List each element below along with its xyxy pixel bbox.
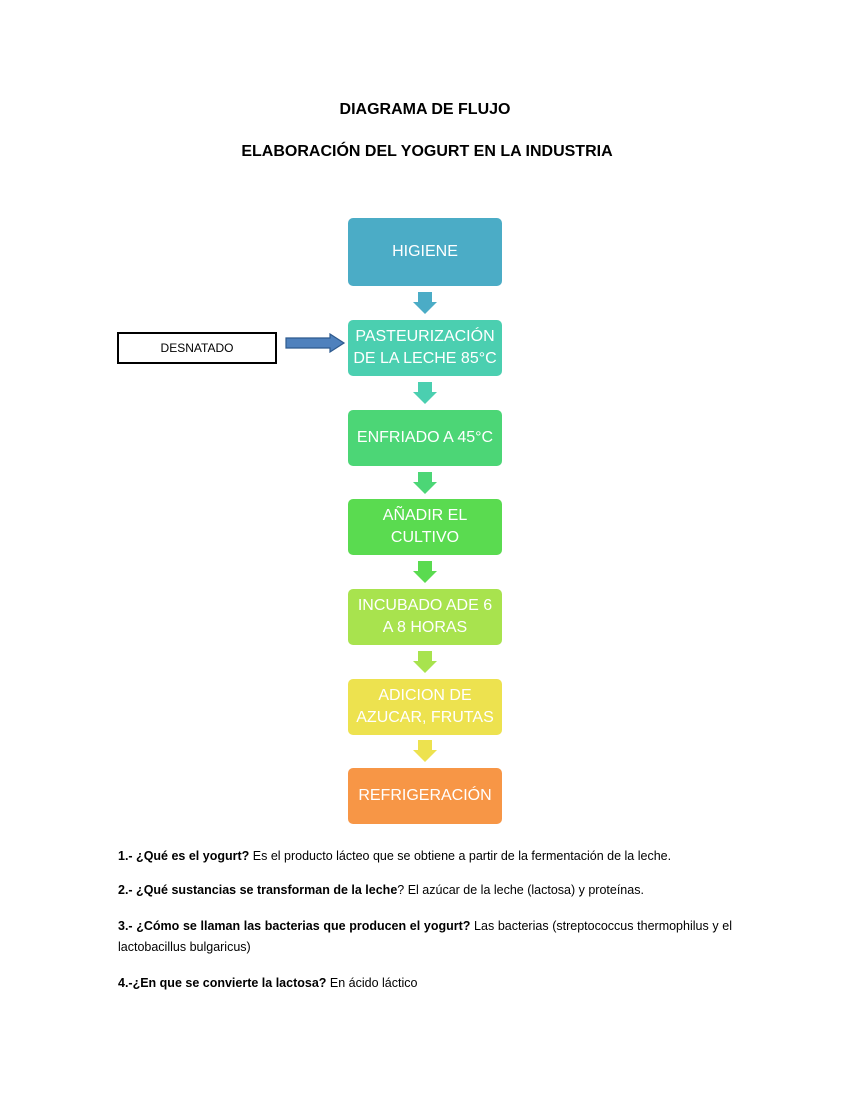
question-2: 2.- ¿Qué sustancias se transforman de la leche bbox=[118, 883, 398, 897]
step-refrigeracion: REFRIGERACIÓN bbox=[348, 768, 502, 824]
step-pasteurizacion: PASTEURIZACIÓN DE LA LECHE 85°C bbox=[348, 320, 502, 376]
arrow-down-icon bbox=[413, 651, 437, 673]
step-enfriado: ENFRIADO A 45°C bbox=[348, 410, 502, 466]
step-anadir-cultivo: AÑADIR EL CULTIVO bbox=[348, 499, 502, 555]
flow-arrow-2 bbox=[413, 382, 437, 404]
arrow-down-icon bbox=[413, 472, 437, 494]
arrow-down-icon bbox=[413, 561, 437, 583]
side-arrow-icon bbox=[284, 333, 346, 353]
qa-item-3 bbox=[118, 916, 732, 958]
step-incubado: INCUBADO ADE 6 A 8 HORAS bbox=[348, 589, 502, 645]
flow-arrow-5 bbox=[413, 651, 437, 673]
question-4: 4.-¿En que se convierte la lactosa? bbox=[118, 976, 327, 990]
qa-item-2 bbox=[118, 880, 732, 901]
qa-item-1 bbox=[118, 846, 732, 867]
answer-3: Las bacterias (streptococcus thermophilus y el lactobacillus bulgaricus) bbox=[118, 919, 732, 954]
question-1: 1.- ¿Qué es el yogurt? bbox=[118, 849, 250, 863]
answer-2: ? El azúcar de la leche (lactosa) y proteínas. bbox=[397, 883, 644, 897]
page-subtitle: ELABORACIÓN DEL YOGURT EN LA INDUSTRIA bbox=[241, 143, 613, 160]
flow-arrow-6 bbox=[413, 740, 437, 762]
qa-item-4 bbox=[118, 973, 732, 994]
answer-4: En ácido láctico bbox=[326, 976, 418, 990]
question-3: 3.- ¿Cómo se llaman las bacterias que producen el yogurt? bbox=[118, 919, 471, 933]
flow-arrow-1 bbox=[413, 292, 437, 314]
arrow-down-icon bbox=[413, 382, 437, 404]
step-higiene: HIGIENE bbox=[348, 218, 502, 286]
arrow-down-icon bbox=[413, 740, 437, 762]
page-title: DIAGRAMA DE FLUJO bbox=[339, 101, 511, 118]
flow-arrow-3 bbox=[413, 472, 437, 494]
answer-1: Es el producto lácteo que se obtiene a partir de la fermentación de la leche. bbox=[249, 849, 672, 863]
arrow-down-icon bbox=[413, 292, 437, 314]
flow-arrow-4 bbox=[413, 561, 437, 583]
step-adicion-azucar: ADICION DE AZUCAR, FRUTAS bbox=[348, 679, 502, 735]
desnatado-box: DESNATADO bbox=[117, 332, 277, 364]
